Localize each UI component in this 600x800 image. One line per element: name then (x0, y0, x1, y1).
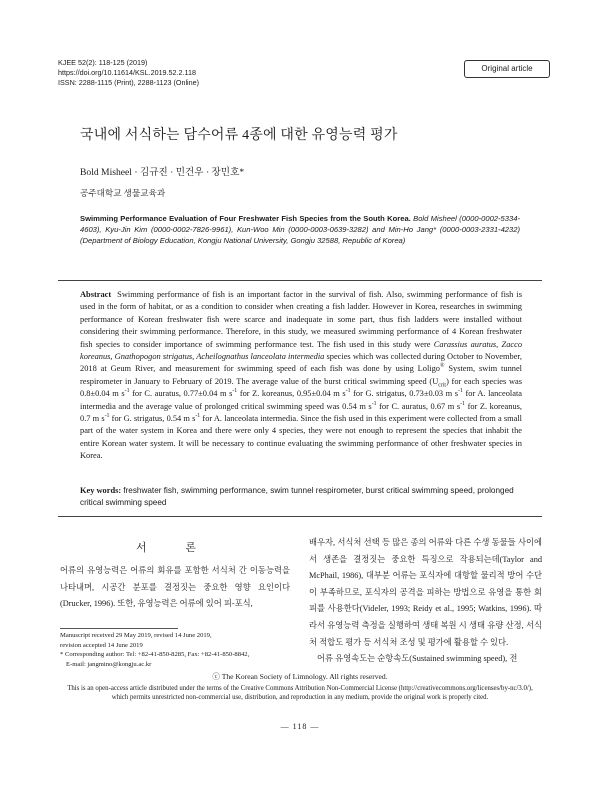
abstract-text: for Z. koreanus, 0.95±0.04 m s (237, 389, 346, 399)
unit-exponent: -1 (124, 388, 130, 395)
body-paragraph: 배우자, 서식처 선택 등 많은 종의 어류와 다른 수생 동물들 사이에서 생존을 결정짓는 중요한 특징으로 작용되는데(Taylor and McPhail, 1986), 대부분 어류는 포식자에 대항할 물리적 방어 수단이 부족하므로, 포식자의 공격을 피하는 방법으로 유영을 통한 회피를 사용한다(Videler, 1993; Reidy et al., 1995; Watkins, 1996). 따라서 유영능력 측정을 실행하여 생태 복원 시 생태 유량 산정, 서식처 적합도 평가 등 서식처 조성 및 평가에 활용할 수 있다. (309, 538, 542, 647)
korean-affiliation: 공주대학교 생물교육과 (80, 188, 166, 198)
abstract-label: Abstract (80, 290, 112, 299)
footnote-divider (60, 628, 178, 629)
abstract-text: Swimming performance of fish is an important factor in the survival of fish. Also, swimming performance of fish is used in the form of habitat, or as a condition to consider when creating a fish ladder. However in Korea, researches in swimming performance of Korean freshwater fish were scarce and inadequate in some part, thus fish ladders were installed without considering their swimming performance. Therefore, in this study, we measured swimming performance of 4 Korean freshwater fish species to consider importance of swimming performance test. The fish used in this study were (80, 290, 522, 349)
body-right-column (309, 535, 542, 668)
top-divider (58, 280, 542, 281)
unit-exponent: -1 (460, 400, 465, 407)
english-title-block (80, 213, 520, 246)
unit-exponent: -1 (345, 388, 351, 395)
article-type-badge: Original article (464, 60, 550, 78)
registered-mark: ® (440, 363, 445, 370)
license-line: which permits unrestricted non-commercial use, distribution, and reproduction in any medium, provide the original work is properly cited. (111, 694, 489, 702)
footnotes (60, 631, 292, 669)
license-line: This is an open-access article distributed under the terms of the Creative Commons Attribution Non-Commercial License (http://creativecommons.org/licenses/by-nc/3.0/), (67, 684, 533, 692)
abstract-text: for Z. koreanus, 0.7 m s (80, 401, 522, 424)
email[interactable]: E-mail: jangmino@kongju.ac.kr (66, 660, 152, 668)
received-date: Manuscript received 29 May 2019, revised 14 June 2019, (60, 632, 212, 639)
abstract-text: ) for each species was 0.8±0.04 m s (80, 376, 522, 399)
unit-exponent: -1 (232, 388, 238, 395)
abstract-text: for G. strigatus, 0.73±0.03 m s (350, 389, 459, 399)
journal-citation: KJEE 52(2): 118-125 (2019) (58, 58, 148, 67)
unit-exponent: -1 (104, 413, 110, 420)
copyright-line: ⓒ The Korean Society of Limnology. All rights reserved. (212, 672, 388, 681)
issn-line: ISSN: 2288-1115 (Print), 2288-1123 (Online) (58, 77, 200, 87)
copyright-notice (58, 672, 542, 703)
doi-link[interactable]: https://doi.org/10.11614/KSL.2019.52.2.118 (58, 67, 196, 77)
crit-subscript: crit (438, 382, 447, 389)
unit-exponent: -1 (371, 400, 377, 407)
english-affiliation: (Department of Biology Education, Kongju National University, Gongju 32588, Republic of Korea) (80, 236, 406, 246)
body-left-column: 어류의 유영능력은 어류의 회유를 포함한 서식처 간 이동능력을 나타내며, 시공간 분포를 결정짓는 중요한 영향 요인이다(Drucker, 1996). 또한, 유영능력은 어류에 있어 피-포식, (60, 566, 290, 609)
abstract-text: System, swim tunnel respirometer in January to February of 2019. The average value of the burst critical swimming speed (U (80, 364, 522, 386)
english-authors: Bold Misheel (0000-0002-5334-4603), Kyu-Jin Kim (0000-0002-7826-9961), Kun-Woo Min (0000-0003-0639-3282) and Min-Ho Jang* (0000-0003-2331-4232) (80, 214, 520, 235)
page-number: — 118 — (280, 722, 320, 731)
korean-authors: Bold Misheel · 김규진 · 민건우 · 장민호* (80, 167, 245, 178)
accepted-date: revision accepted 14 June 2019 (60, 641, 143, 649)
abstract-text: for A. lanceolata intermedia. Since the fish used in this experiment were collected from a small part of the water system in Korea and there were only 4 species, they were not enough to represent the species that inhabit the entire Korean water system. It will be necessary to continue evaluating the swimming performance of other freshwater species in Korea. (80, 414, 522, 461)
section-heading-introduction: 서 론 (135, 542, 214, 554)
abstract-text: for C. auratus, 0.67 m s (376, 401, 461, 411)
abstract (80, 289, 522, 463)
english-title: Swimming Performance Evaluation of Four Freshwater Fish Species from the South Korea. (80, 214, 411, 223)
body-paragraph: 어류 유영속도는 순항속도(Sustained swimming speed), 전 (317, 654, 518, 664)
abstract-text: for A. lanceolata intermedia and the average value of prolonged critical swimming speed was 0.54 m s (80, 389, 523, 411)
keywords (80, 485, 520, 509)
keywords-label: Key words: (80, 486, 122, 495)
abstract-text: species which was collected during October to November, 2018 at Geum River, and measurement for swimming speed of each fish was done by using Loligo (80, 352, 522, 374)
bottom-divider (58, 516, 542, 517)
journal-metadata (58, 58, 199, 87)
abstract-text: for C. auratus, 0.77±0.04 m s (129, 389, 233, 399)
corresponding-author: * Corresponding author: Tel: +82-41-850-8285, Fax: +82-41-850-8842, (60, 651, 250, 658)
abstract-species: Carassius auratus, Zacco koreanus, Gnathopogon strigatus, Acheilognathus lanceolata intermedia (80, 339, 523, 362)
korean-title: 국내에 서식하는 담수어류 4종에 대한 유영능력 평가 (80, 128, 398, 143)
abstract-text: for G. strigatus, 0.54 m s (109, 414, 196, 424)
keywords-text: freshwater fish, swimming performance, swim tunnel respirometer, burst critical swimming speed, prolonged critical swimming speed (80, 486, 514, 507)
unit-exponent: -1 (458, 388, 463, 395)
unit-exponent: -1 (195, 413, 201, 420)
